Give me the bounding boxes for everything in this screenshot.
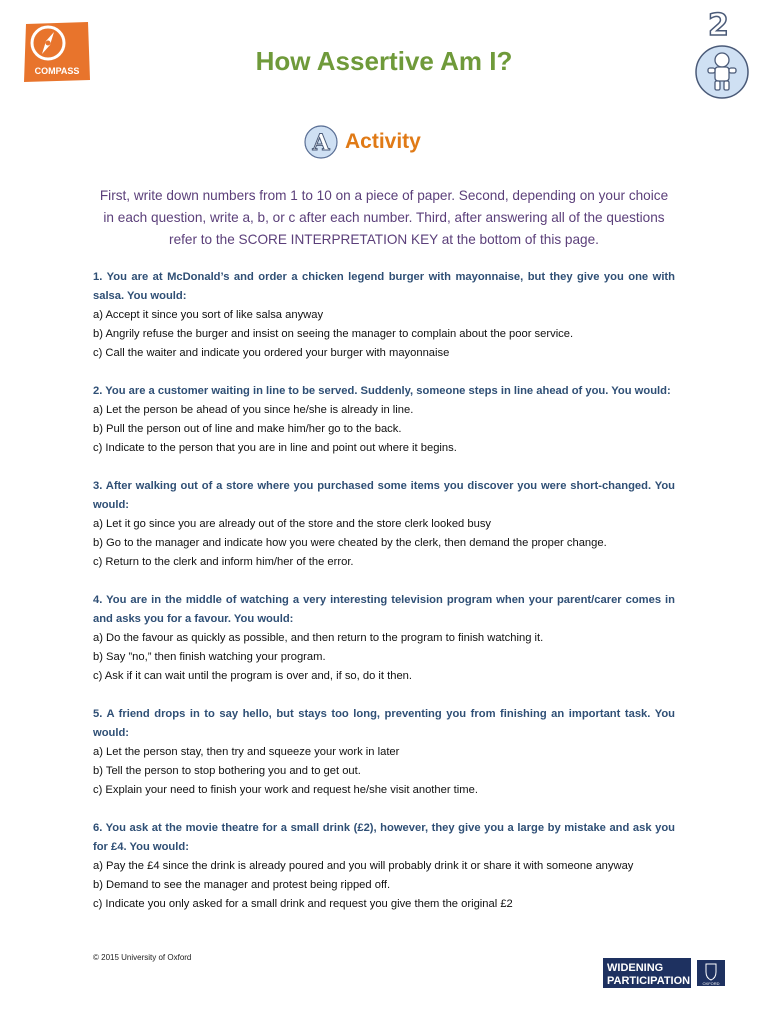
option-c: c) Call the waiter and indicate you ordered your burger with mayonnaise (93, 347, 450, 359)
option-b: b) Pull the person out of line and make him/her go to the back. (93, 423, 402, 435)
question-3 (93, 477, 675, 572)
question-2 (93, 382, 675, 458)
wp-line1: WIDENING (607, 962, 664, 974)
question-text: 5. A friend drops in to say hello, but stays too long, preventing you from finishing an important task. You would: (93, 708, 675, 739)
wp-line2: PARTICIPATION (607, 975, 691, 987)
option-c: c) Indicate you only asked for a small drink and request you give them the original £2 (93, 898, 513, 910)
option-a: a) Do the favour as quickly as possible, and then return to the program to finish watching it. (93, 632, 544, 644)
copyright-notice: © 2015 University of Oxford (93, 953, 192, 962)
option-b: b) Say ”no,” then finish watching your program. (93, 651, 326, 663)
instructions-line: First, write down numbers from 1 to 10 on a piece of paper. Second, depending on your choice (99, 188, 669, 203)
option-a: a) Let the person be ahead of you since he/she is already in line. (93, 404, 414, 416)
option-a: a) Let the person stay, then try and squeeze your work in later (93, 746, 400, 758)
instructions (88, 185, 680, 251)
question-text: 1. You are at McDonald’s and order a chicken legend burger with mayonnaise, but they give you one with salsa. You would: (93, 271, 675, 302)
astronaut-badge (694, 44, 750, 100)
question-1 (93, 268, 675, 363)
question-text: 4. You are in the middle of watching a very interesting television program when your parent/carer comes in and asks you for a favour. You would: (93, 594, 675, 625)
option-a: a) Pay the £4 since the drink is already poured and you will probably drink it or share it with someone anyway (93, 860, 634, 872)
question-text: 3. After walking out of a store where you purchased some items you discover you were short-changed. You would: (93, 480, 675, 511)
activity-badge-icon (304, 125, 338, 159)
option-c: c) Indicate to the person that you are in line and point out where it begins. (93, 442, 457, 454)
page-number: 2 (708, 8, 729, 43)
instructions-line: refer to the SCORE INTERPRETATION KEY at the bottom of this page. (169, 232, 599, 247)
question-6 (93, 819, 675, 914)
instructions-line: in each question, write a, b, or c after each number. Third, after answering all of the questions (103, 210, 665, 225)
brand-label: COMPASS (34, 66, 80, 76)
option-a: a) Accept it since you sort of like salsa anyway (93, 309, 324, 321)
activity-heading (304, 124, 421, 160)
option-c: c) Explain your need to finish your work and request he/she visit another time. (93, 784, 478, 796)
page-title: How Assertive Am I? (255, 46, 513, 76)
widening-participation-logo (603, 958, 725, 988)
option-c: c) Ask if it can wait until the program is over and, if so, do it then. (93, 670, 412, 682)
activity-badge-letter: A (312, 130, 330, 156)
option-c: c) Return to the clerk and inform him/her of the error. (93, 556, 354, 568)
option-b: b) Go to the manager and indicate how you were cheated by the clerk, then demand the proper change. (93, 537, 607, 549)
question-4 (93, 591, 675, 686)
question-5 (93, 705, 675, 800)
activity-label: Activity (345, 130, 421, 153)
option-b: b) Tell the person to stop bothering you and to get out. (93, 765, 361, 777)
questions-list (93, 268, 675, 933)
option-b: b) Angrily refuse the burger and insist on seeing the manager to complain about the poor service. (93, 328, 574, 340)
option-a: a) Let it go since you are already out of the store and the store clerk looked busy (93, 518, 492, 530)
option-b: b) Demand to see the manager and protest being ripped off. (93, 879, 391, 891)
oxford-label: OXFORD (702, 981, 720, 986)
question-text: 2. You are a customer waiting in line to be served. Suddenly, someone steps in line ahead of you. You would: (93, 385, 671, 397)
question-text: 6. You ask at the movie theatre for a small drink (£2), however, they give you a large by mistake and ask you for £4. You would: (93, 822, 675, 853)
